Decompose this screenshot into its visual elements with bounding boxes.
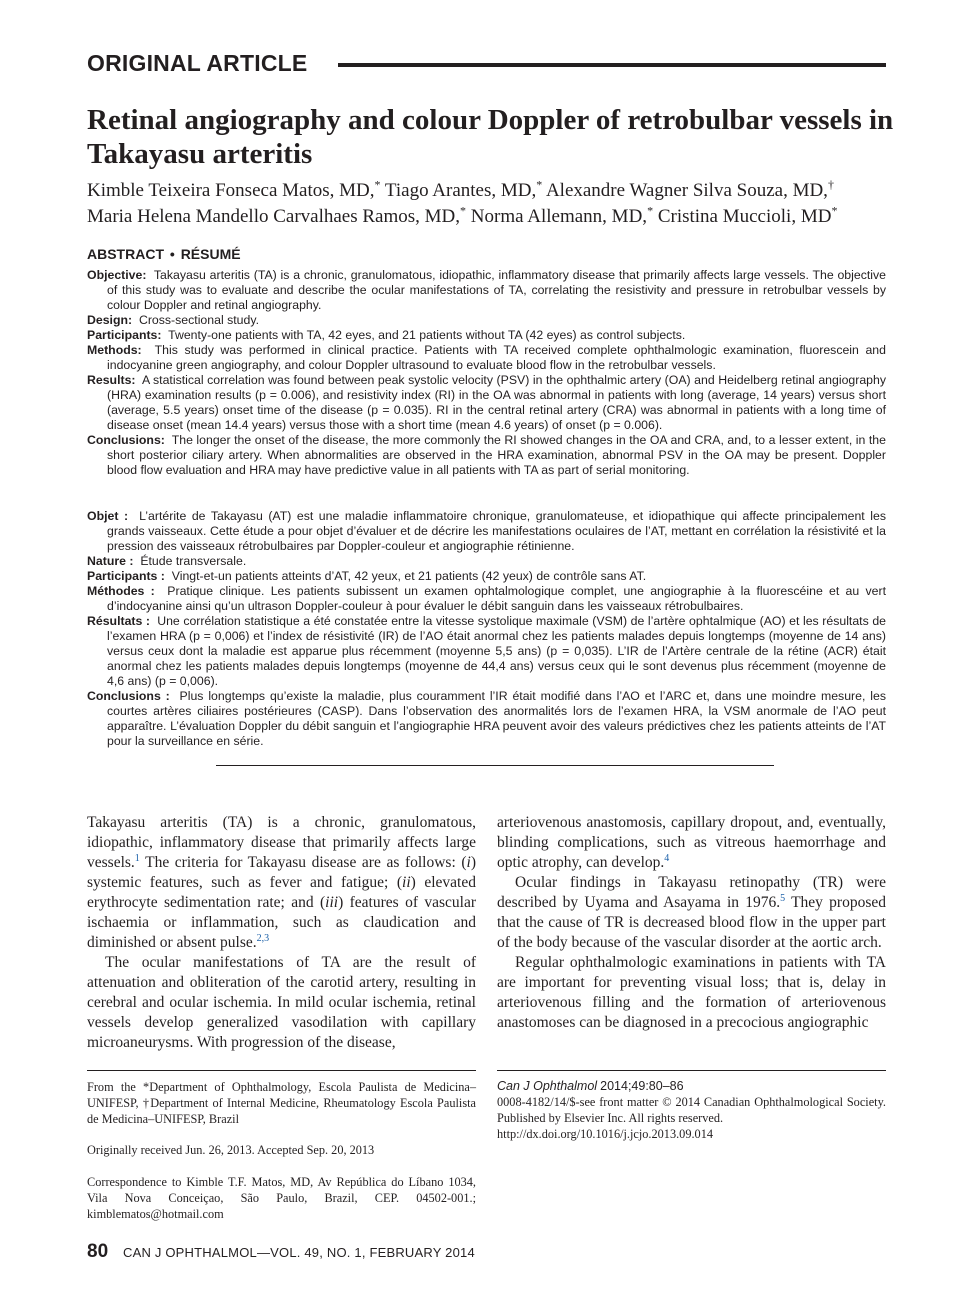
body-paragraph — [497, 873, 886, 953]
correspondence-note: Correspondence to Kimble T.F. Matos, MD, Av República do Líbano 1034, Vila Nova Conceiçao, São Paulo, Brazil, CEP. 04502-001.; kimblematos@hotmail.com — [87, 1175, 476, 1221]
abstract-results — [87, 373, 886, 433]
abstract-heading-fr: RÉSUMÉ — [180, 246, 241, 262]
author-affiliation-mark: * — [374, 177, 381, 192]
abstract-label: Methods: — [87, 343, 142, 357]
body-text: Takayasu arteritis (TA) is a chronic, granulomatous, idiopathic, inflammatory disease that primarily affects large vessels. — [87, 814, 476, 871]
resume-nature — [87, 554, 886, 569]
reference-link[interactable]: 4 — [664, 852, 670, 864]
body-text: ) elevated erythrocyte sedimentation rate; and ( — [87, 874, 476, 911]
resume-conclusions — [87, 689, 886, 749]
footnote-divider — [87, 1070, 476, 1071]
reference-link[interactable]: 5 — [780, 892, 786, 904]
body-column-left — [87, 813, 476, 1053]
author-affiliation-mark: † — [827, 177, 834, 192]
received-note: Originally received Jun. 26, 2013. Accepted Sep. 20, 2013 — [87, 1143, 375, 1157]
author-name: Kimble Teixeira Fonseca Matos, MD, — [87, 180, 375, 201]
abstract-label: Objet : — [87, 509, 129, 523]
abstract-french — [87, 509, 886, 749]
abstract-label: Design: — [87, 313, 133, 327]
abstract-label: Méthodes : — [87, 584, 155, 598]
author-name: Alexandre Wagner Silva Souza, MD, — [545, 180, 828, 201]
abstract-text: Étude transversale. — [140, 554, 247, 568]
abstract-divider — [216, 765, 774, 766]
abstract-text: Pratique clinique. Les patients subissent un examen ophtalmologique complet, une angiographie à la fluorescéine et au vert d’indocyanine ainsi qu’un ultrason Doppler-couleur à pour évaluer le débit sanguin dans les vaisseaux rétrobulbaires. — [107, 584, 886, 613]
abstract-text: Twenty-one patients with TA, 42 eyes, and 21 patients without TA (42 eyes) as control subjects. — [168, 328, 686, 342]
body-text: The criteria for Takayasu disease are as follows: ( — [139, 854, 467, 871]
abstract-label: Objective: — [87, 268, 147, 282]
resume-resultats — [87, 614, 886, 689]
abstract-label: Participants: — [87, 328, 162, 342]
reference-link[interactable]: 2,3 — [256, 932, 270, 944]
body-paragraph — [497, 813, 886, 873]
doi-link[interactable]: http://dx.doi.org/10.1016/j.jcjo.2013.09.014 — [497, 1127, 713, 1141]
resume-objet — [87, 509, 886, 554]
body-text: arteriovenous anastomosis, capillary dropout, and, eventually, blinding complications, such as vitreous haemorrhage and optic atrophy, can develop. — [497, 814, 886, 871]
page-number: 80 — [87, 1241, 109, 1262]
author-affiliation-mark: * — [460, 203, 467, 218]
resume-participants — [87, 569, 886, 584]
abstract-label: Résultats : — [87, 614, 151, 628]
abstract-participants — [87, 328, 886, 343]
body-text: They proposed that the cause of TR is decreased blood flow in the upper part of the body because of the vascular disorder at the aortic arch. — [497, 894, 886, 951]
journal-name: Can J Ophthalmol — [497, 1079, 598, 1093]
body-text: ) systemic features, such as fever and fatigue; ( — [87, 854, 476, 891]
abstract-label: Nature : — [87, 554, 134, 568]
list-numeral: ii — [402, 874, 411, 891]
body-text: Ocular findings in Takayasu retinopathy (TR) were described by Uyama and Asayama in 1976. — [497, 874, 886, 911]
abstract-methods — [87, 343, 886, 373]
body-column-right — [497, 813, 886, 1033]
reference-link[interactable]: 1 — [134, 852, 140, 864]
article-title: Retinal angiography and colour Doppler of retrobulbar vessels in Takayasu arteritis — [87, 104, 894, 170]
abstract-text: Plus longtemps qu’existe la maladie, plus couramment l’IR était modifié dans l’AO et l’ARC et, dans une moindre mesure, les courtes artères ciliaires postérieures (CASP). Dans l’observation des anormalités lors de l’examen HRA, la VSM anormale de l’AO peut apparaître. L’évaluation Doppler du débit sanguin et l’angiographie HRA peuvent avoir des valeurs prédictives chez les patients atteints de l’AT pour la surveillance en série. — [107, 689, 886, 748]
list-numeral: iii — [325, 894, 339, 911]
header-rule — [338, 63, 886, 67]
citation-divider — [497, 1070, 886, 1071]
abstract-text: Cross-sectional study. — [138, 313, 259, 327]
abstract-text: This study was performed in clinical practice. Patients with TA received complete ophthalmologic examination, fluorescein and indocyanine green angiography, and colour Doppler ultrasound to evaluate blood flow in the retrobulbar vessels. — [107, 343, 886, 372]
abstract-objective — [87, 268, 886, 313]
abstract-label: Conclusions : — [87, 689, 170, 703]
author-name: Maria Helena Mandello Carvalhaes Ramos, MD, — [87, 206, 461, 227]
affiliation-note: From the *Department of Ophthalmology, Escola Paulista de Medicina–UNIFESP, †Department of Internal Medicine, Rheumatology Escola Paulista de Medicina–UNIFESP, Brazil — [87, 1080, 476, 1126]
list-numeral: i — [466, 854, 471, 871]
body-paragraph: Regular ophthalmologic examinations in patients with TA are important for preventing visual loss; that is, delay in arteriovenous filling and the formation of arteriovenous anastomoses can be diagnosed in a precocious angiographic — [497, 954, 886, 1031]
author-name: Cristina Muccioli, MD — [657, 206, 832, 227]
body-text: ) features of vascular ischaemia or inflammation, such as claudication and diminished or absent pulse. — [87, 894, 476, 951]
body-paragraph — [87, 813, 476, 953]
author-name: Norma Allemann, MD, — [470, 206, 648, 227]
bullet-separator: • — [169, 246, 175, 262]
abstract-heading — [87, 246, 241, 262]
abstract-conclusions — [87, 433, 886, 478]
citation-block — [497, 1078, 886, 1142]
abstract-label: Conclusions: — [87, 433, 165, 447]
author-affiliation-mark: * — [831, 203, 838, 218]
abstract-label: Results: — [87, 373, 136, 387]
body-paragraph: The ocular manifestations of TA are the result of attenuation and obliteration of the carotid artery, resulting in cerebral and ocular ischemia. In mild ocular ischemia, retinal vessels develop generalized vasodilation with capillary microaneurysms. With progression of the disease, — [87, 954, 476, 1051]
author-name: Tiago Arantes, MD, — [384, 180, 537, 201]
copyright-notice: 0008-4182/14/$-see front matter © 2014 Canadian Ophthalmological Society. Published by Elsevier Inc. All rights reserved. — [497, 1095, 886, 1125]
abstract-text: L’artérite de Takayasu (AT) est une maladie inflammatoire chronique, granulomateuse, et idiopathique qui affecte principalement les grands vaisseaux. Cette étude a pour objet d’évaluer et de décrire les manifestations oculaires de l’AT, mettant en corrélation la résistivité et la pression des vaisseaux rétrobulbaires par Doppler-couleur et angiographie rétinienne. — [107, 509, 886, 553]
author-affiliation-mark: * — [647, 203, 654, 218]
author-list — [87, 178, 907, 230]
section-label: ORIGINAL ARTICLE — [87, 50, 308, 76]
running-footer: CAN J OPHTHALMOL—VOL. 49, NO. 1, FEBRUARY 2014 — [123, 1245, 475, 1260]
abstract-label: Participants : — [87, 569, 165, 583]
author-affiliation-mark: * — [536, 177, 543, 192]
abstract-text: Takayasu arteritis (TA) is a chronic, granulomatous, idiopathic, inflammatory disease that primarily affects large vessels. The objective of this study was to evaluate and describe the ocular manifestations of TA, correlating the resistivity and pressure in retrobulbar vessels by colour Doppler and retinal angiography. — [107, 268, 886, 312]
abstract-heading-en: ABSTRACT — [87, 246, 164, 262]
journal-volume: 2014;49:80–86 — [600, 1079, 684, 1093]
resume-methodes — [87, 584, 886, 614]
abstract-design — [87, 313, 886, 328]
abstract-english — [87, 268, 886, 478]
abstract-text: The longer the onset of the disease, the more commonly the RI showed changes in the OA and CRA, and, to a lesser extent, in the short posterior ciliary artery. When abnormalities are observed in the HRA examination, abnormal PSV in the OA may be present. Doppler blood flow evaluation and HRA may have predictive value in all patients with TA as part of serial monitoring. — [107, 433, 886, 477]
abstract-text: Une corrélation statistique a été constatée entre la vitesse systolique maximale (VSM) de l’artère ophtalmique (AO) et les résultats de l’examen HRA (p = 0,006) et l’index de résistivité (IR) de l’AO était anormal chez les patients malades depuis longtemps (moyenne de 14 ans) versus ceux dont la maladie est apparue plus récemment (moyenne 5,5 ans) (p = 0,035). L’IR de l’Artère centrale de la rétine (ACR) était anormal chez les patients malades depuis longtemps (moyenne de 44,4 ans) versus ceux qui le sont devenus plus récemment (moyenne de 4,6 ans) (p = 0,006). — [107, 614, 887, 688]
citation-journal-line — [497, 1078, 886, 1094]
abstract-text: Vingt-et-un patients atteints d’AT, 42 yeux, et 21 patients (42 yeux) de contrôle sans AT. — [171, 569, 647, 583]
abstract-text: A statistical correlation was found between peak systolic velocity (PSV) in the ophthalmic artery (OA) and Heidelberg retinal angiography (HRA) examination results (p = 0.006), and resistivity index (RI) in the OA was abnormal in patients with long (average, 14 years) versus short (average, 5.5 years) onset time of the disease (p = 0.035). RI in the central retinal artery (CRA) was abnormal in patients with a long time of disease onset (mean 14.4 years) versus those with a short time (mean 4.6 years) of onset (p = 0.006). — [107, 373, 887, 432]
